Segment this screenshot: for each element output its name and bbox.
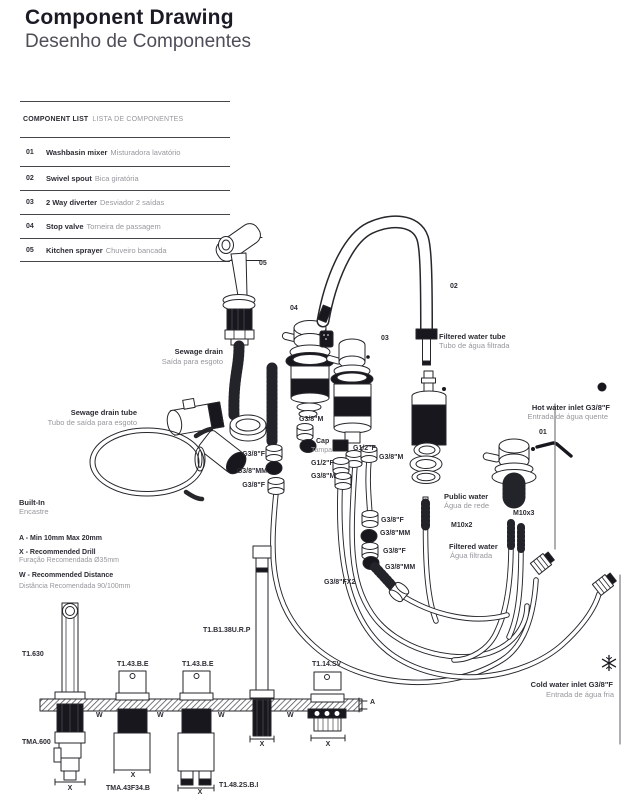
code-t143be: T1.43.B.E	[117, 661, 149, 668]
thread-g12f: G1/2"F	[353, 445, 376, 452]
thread-g38mm: G3/8"MM	[236, 468, 267, 475]
row-name-pt: Misturadora lavatório	[110, 147, 181, 157]
thread-g38m: G3/8"M	[379, 454, 404, 461]
row-name-en: 2 Way diverter	[46, 198, 97, 207]
dim-x: X	[130, 772, 136, 779]
page-title: Component Drawing	[25, 6, 234, 29]
dim-w: W	[218, 712, 225, 719]
row-name-pt: Chuveiro bancada	[105, 245, 167, 255]
label-dim-a: A - Min 10mm Max 20mm	[19, 535, 102, 542]
label-dim-w-pt: Distância Recomendada 90/100mm	[19, 583, 131, 590]
thread-g38mm: G3/8"MM	[380, 530, 411, 537]
callout-05: 05	[259, 260, 267, 267]
thread-g38f: G3/8"F	[381, 517, 404, 524]
callout-04: 04	[290, 305, 298, 312]
row-name-pt: Desviador 2 saídas	[100, 198, 165, 207]
label-sewage-drain: Sewage drain	[174, 347, 223, 356]
label-hot-water-pt: Entrada de água quente	[527, 412, 608, 421]
row-name-en: Stop valve	[46, 222, 84, 231]
label-dim-x: X - Recommended Drill	[19, 549, 96, 556]
label-cap: Cap	[316, 438, 330, 445]
label-m10x2: M10x2	[451, 522, 473, 529]
dim-a: A	[370, 699, 376, 706]
thread-g38mm: G3/8"MM	[385, 564, 416, 571]
thread-g38f: G3/8"F	[383, 548, 406, 555]
label-public-water-pt: Água de rede	[444, 501, 490, 510]
dim-w: W	[96, 712, 103, 719]
label-cold-water: Cold water inlet G3/8"F	[530, 680, 613, 689]
label-filtered-water: Filtered water	[449, 542, 498, 551]
code-tma43f34b: TMA.43F34.B	[106, 785, 150, 792]
label-public-water: Public water	[444, 492, 489, 501]
code-t1630: T1.630	[22, 651, 44, 658]
snowflake-icon	[603, 656, 616, 671]
dim-w: W	[157, 712, 164, 719]
dim-x: X	[325, 741, 331, 748]
dim-w: W	[287, 712, 294, 719]
callout-02: 02	[450, 283, 458, 290]
label-sewage-tube: Sewage drain tube	[70, 408, 137, 417]
label-m10x3: M10x3	[513, 510, 535, 517]
dim-x: X	[259, 741, 265, 748]
dim-x: X	[67, 785, 73, 792]
label-built-in-pt: Encastre	[19, 507, 49, 516]
label-cap-pt: Tampa	[311, 447, 333, 454]
label-cold-water-pt: Entrada de água fria	[546, 690, 614, 699]
code-t1482sbi: T1.48.2S.B.I	[219, 782, 259, 789]
thread-g12f: G1/2"F	[311, 460, 334, 467]
label-filtered-tube: Filtered water tube	[439, 332, 506, 341]
code-tma600: TMA.600	[22, 739, 51, 746]
thread-g38f: G3/8"F	[242, 451, 265, 458]
row-num: 01	[26, 148, 34, 156]
code-t143be: T1.43.B.E	[182, 661, 214, 668]
row-name-en: Washbasin mixer	[46, 147, 108, 157]
dim-x: X	[197, 789, 203, 796]
label-built-in: Built-In	[19, 498, 45, 507]
thread-g38fx2: G3/8"FX2	[324, 579, 356, 586]
component-list-title-pt: LISTA DE COMPONENTES	[92, 116, 184, 123]
row-num: 05	[26, 246, 34, 254]
row-name-en: Swivel spout	[46, 174, 92, 183]
thread-g38m: G3/8"M	[299, 416, 324, 423]
row-num: 03	[26, 199, 34, 206]
page-subtitle: Desenho de Componentes	[25, 31, 252, 52]
row-num: 04	[26, 223, 34, 230]
thread-g38m: G3/8"M	[311, 473, 336, 480]
label-hot-water: Hot water inlet G3/8"F	[531, 403, 610, 412]
callout-03: 03	[381, 335, 389, 342]
label-dim-x-pt: Furação Recomendada Ø35mm	[19, 557, 119, 564]
label-filtered-water-pt: Água filtrada	[450, 551, 493, 560]
component-list-title: COMPONENT LIST	[23, 116, 89, 123]
label-filtered-tube-pt: Tubo de água filtrada	[439, 341, 510, 350]
label-sewage-drain-pt: Saída para esgoto	[161, 357, 223, 366]
callout-01: 01	[539, 429, 547, 436]
thread-g38f: G3/8"F	[242, 482, 265, 489]
row-name-pt: Bica giratória	[94, 174, 139, 183]
label-sewage-tube-pt: Tubo de saída para esgoto	[47, 418, 137, 427]
code-t1b138urp: T1.B1.38U.R.P	[203, 627, 251, 634]
row-num: 02	[26, 175, 34, 182]
code-t114sv: T1.14.SV	[312, 661, 342, 668]
row-name-pt: Torneira de passagem	[86, 222, 161, 231]
row-name-en: Kitchen sprayer	[46, 245, 103, 255]
label-dim-w: W - Recommended Distance	[19, 572, 114, 579]
